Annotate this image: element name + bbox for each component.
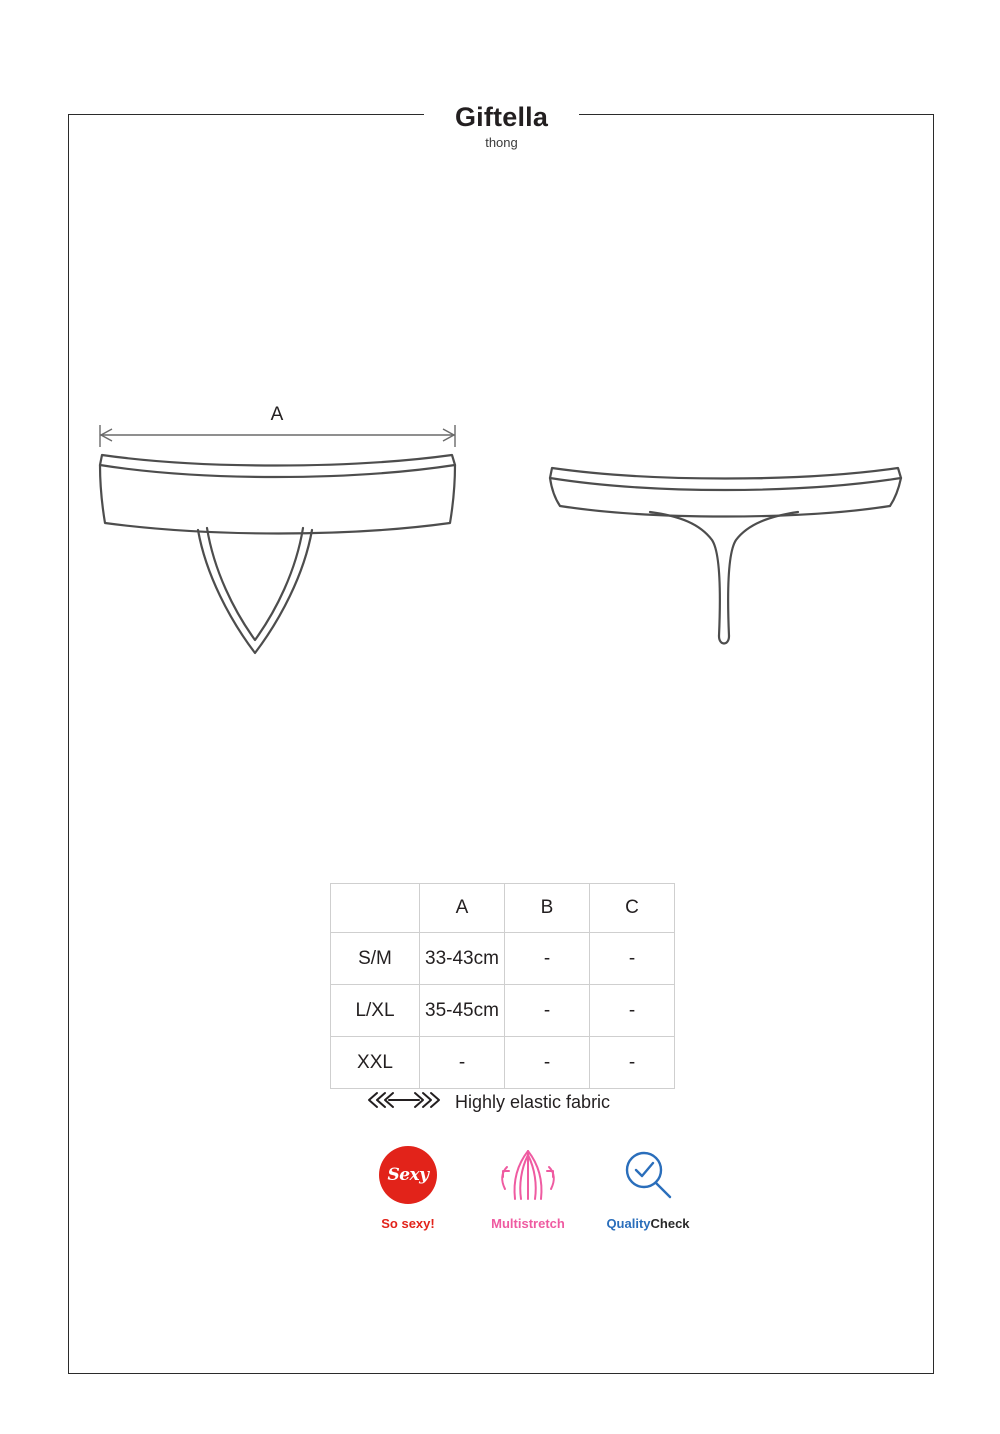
table-row	[331, 1037, 675, 1089]
elastic-arrows-icon	[365, 1090, 443, 1115]
qualitycheck-icon	[600, 1142, 696, 1208]
badge-caption-qualitycheck	[600, 1216, 696, 1231]
table-header-row	[331, 884, 675, 933]
cell-lxl-a: 35-45cm	[420, 985, 505, 1037]
size-table	[330, 883, 675, 1089]
size-label-xxl: XXL	[331, 1037, 420, 1089]
cell-sm-c: -	[590, 933, 675, 985]
badge-caption-so-sexy: So sexy!	[381, 1216, 435, 1231]
thong-front-technical-drawing	[80, 395, 480, 675]
table-header-a: A	[420, 884, 505, 933]
cell-xxl-b: -	[505, 1037, 590, 1089]
cell-sm-b: -	[505, 933, 590, 985]
size-label-sm: S/M	[331, 933, 420, 985]
fabric-note-label: Highly elastic fabric	[455, 1092, 611, 1112]
size-label-lxl: L/XL	[331, 985, 420, 1037]
qualitycheck-part2: Check	[650, 1216, 690, 1231]
table-header-empty	[331, 884, 420, 933]
multistretch-icon	[480, 1142, 576, 1208]
table-header-c: C	[590, 884, 675, 933]
cell-lxl-c: -	[590, 985, 675, 1037]
cell-sm-a: 33-43cm	[420, 933, 505, 985]
thong-back-technical-drawing	[530, 440, 920, 670]
qualitycheck-part1: Quality	[606, 1216, 651, 1231]
badge-so-sexy	[360, 1142, 456, 1231]
badge-qualitycheck	[600, 1142, 696, 1231]
table-header-b: B	[505, 884, 590, 933]
cell-lxl-b: -	[505, 985, 590, 1037]
page-subtitle: thong	[485, 135, 518, 150]
table-row	[331, 985, 675, 1037]
fabric-note	[365, 1090, 610, 1115]
page-title: Giftella	[454, 102, 549, 132]
title-block	[424, 78, 579, 171]
cell-xxl-a: -	[420, 1037, 505, 1089]
badge-multistretch	[480, 1142, 576, 1231]
badge-caption-multistretch: Multistretch	[491, 1216, 565, 1231]
table-row	[331, 933, 675, 985]
cell-xxl-c: -	[590, 1037, 675, 1089]
dimension-a-label: A	[270, 404, 284, 425]
so-sexy-mark-text: Sexy	[387, 1165, 429, 1185]
badge-row	[360, 1142, 696, 1231]
so-sexy-icon	[360, 1142, 456, 1208]
